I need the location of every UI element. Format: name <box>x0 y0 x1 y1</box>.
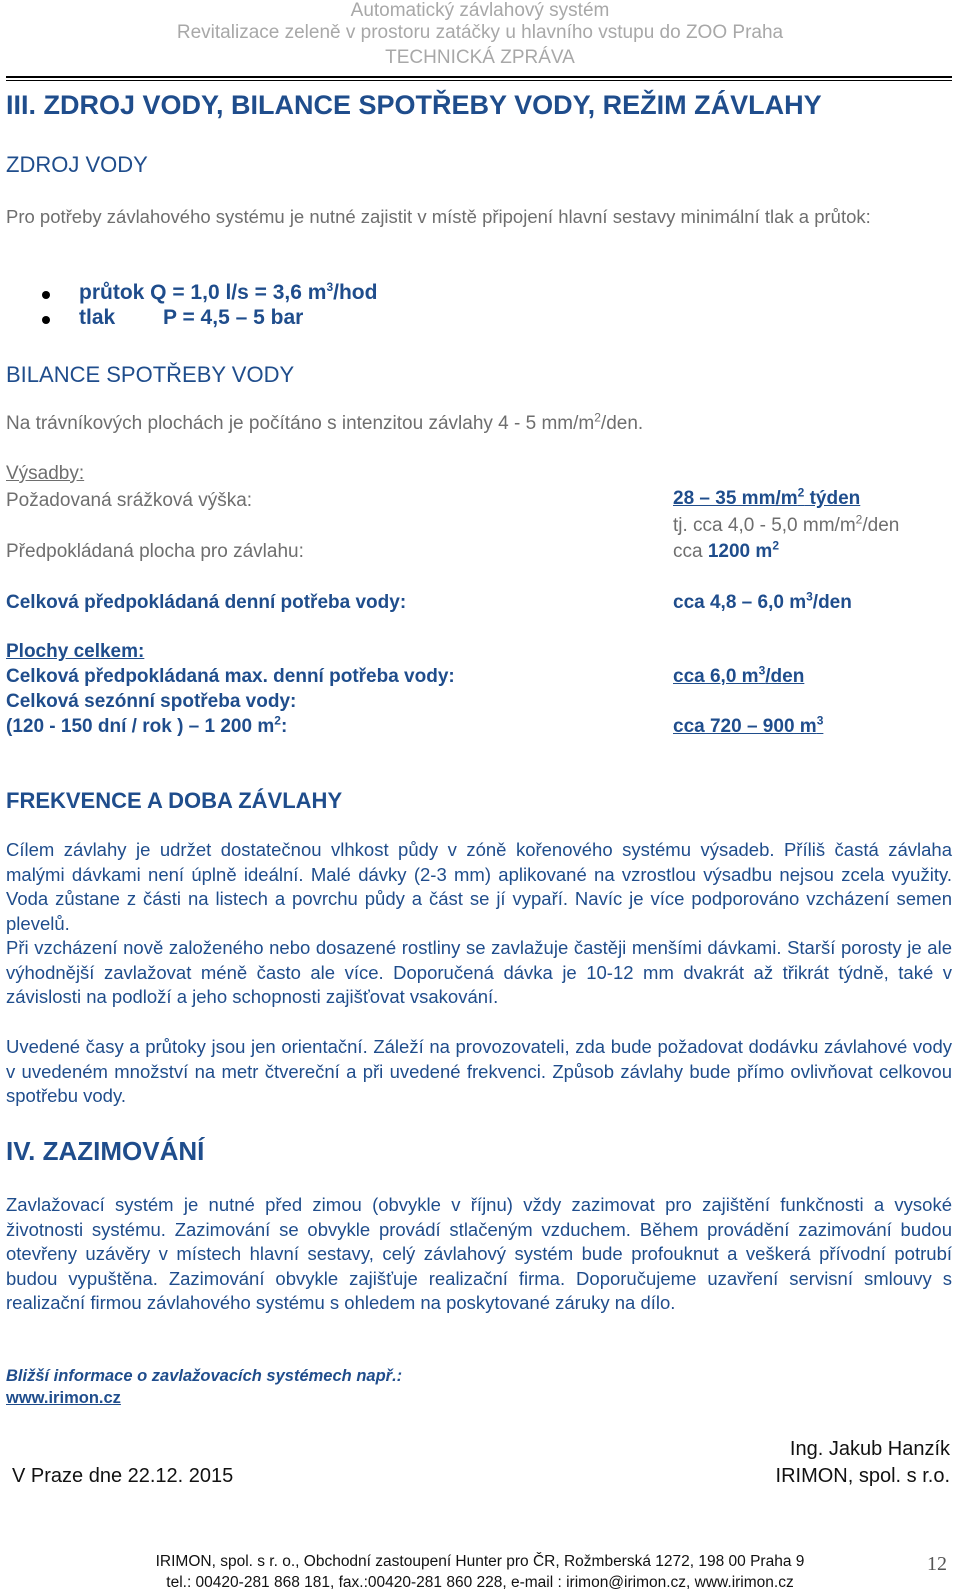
header-report-type: TECHNICKÁ ZPRÁVA <box>385 47 575 68</box>
daily-demand-value: cca 4,8 – 6,0 $m^3$/den <box>673 589 852 613</box>
bullet-dot <box>42 291 50 299</box>
frequency-paragraph-1: Cílem závlahy je udržet dostatečnou vlhkost půdy v zóně kořenového systému výsadeb. Příliš častá závlaha malými dávkami není úplně ideální. Malé dávky (2-3 mm) aplikované na vzrostlou výsadbu nejsou zcela využity. Voda zůstane z části na listech a povrchu půdy a část se jí vypaří. Navíc je více podporováno vzcházení semen plevelů. <box>6 839 952 934</box>
more-info-label: Bližší informace o zavlažovacích systémech např.: <box>6 1367 403 1385</box>
bullet-dot <box>42 316 50 324</box>
rain-note: tj. cca 4,0 - 5,0 $mm/m^2$/den <box>673 512 900 536</box>
seasonal-consumption-value: cca 720 – 900 $m^3$ <box>673 713 824 737</box>
page-number: 12 <box>927 1553 947 1575</box>
total-areas-heading: Plochy celkem: <box>6 641 145 662</box>
header-project: Revitalizace zeleně v prostoru zatáčky u hlavního vstupu do ZOO Praha <box>176 22 784 43</box>
more-info-link[interactable]: www.irimon.cz <box>6 1389 121 1407</box>
signature-name: Ing. Jakub Hanzík <box>789 1438 950 1460</box>
seasonal-consumption-label: Celková sezónní spotřeba vody: <box>6 691 297 712</box>
pressure-value: P = 4,5 – 5 bar <box>163 306 304 329</box>
header-rule <box>6 76 952 78</box>
rain-value: 28 – 35 $mm/m^2$ týden <box>673 485 861 509</box>
section-4-title: IV. ZAZIMOVÁNÍ <box>6 1136 205 1166</box>
water-source-heading: ZDROJ VODY <box>6 152 148 177</box>
seasonal-consumption-detail: (120 - 150 dní / rok ) – 1 200 $m^2$: <box>6 713 288 737</box>
flow-requirement: průtok Q = 1,0 l/s = 3,6 $m^3$/hod <box>79 280 378 304</box>
water-source-intro: Pro potřeby závlahového systému je nutné zajistit v místě připojení hlavní sestavy minimální tlak a průtok: <box>6 206 871 227</box>
rain-label: Požadovaná srážková výška: <box>6 490 253 511</box>
max-daily-label: Celková předpokládaná max. denní potřeba vody: <box>6 666 455 687</box>
place-date: V Praze dne 22.12. 2015 <box>12 1465 234 1487</box>
area-value: cca 1200 $m^2$ <box>673 538 779 562</box>
plantings-label: Výsadby: <box>6 463 85 484</box>
winterization-paragraph: Zavlažovací systém je nutné před zimou (obvykle v říjnu) vždy zazimovat pro zajištění funkčnosti a vysoké životnosti systému. Zazimování se obvykle provádí stlačeným vzduchem. Během provádění zazimování budou otevřeny uzávěry v místech hlavní sestavy, celý závlahový systém bude profouknut a veškerá přívodní potrubí budou vypuštěna. Zazimování obvykle zajišťuje realizační firma. Doporučujeme uzavření servisní smlouvy s realizační firmou závlahového systému s ohledem na poskytované záruky na dílo. <box>6 1194 952 1313</box>
header-title: Automatický závlahový systém <box>350 0 610 21</box>
frequency-heading: FREKVENCE A DOBA ZÁVLAHY <box>6 788 343 813</box>
area-label: Předpokládaná plocha pro závlahu: <box>6 541 304 562</box>
section-3-title: III. ZDROJ VODY, BILANCE SPOTŘEBY VODY, REŽIM ZÁVLAHY <box>6 90 822 120</box>
footer-contacts: tel.: 00420-281 868 181, fax.:00420-281 860 228, e-mail : irimon@irimon.cz, www.irimon.cz <box>166 1574 794 1591</box>
header-rule-thin <box>6 80 952 81</box>
daily-demand-label: Celková předpokládaná denní potřeba vody: <box>6 592 407 613</box>
signature-company: IRIMON, spol. s r.o. <box>775 1465 950 1487</box>
balance-intro: Na trávníkových plochách je počítáno s intenzitou závlahy 4 - 5 $mm/m^2$/den. <box>6 410 644 434</box>
footer-address: IRIMON, spol. s r. o., Obchodní zastoupení Hunter pro ČR, Rožmberská 1272, 198 00 Praha 9 <box>155 1553 805 1570</box>
max-daily-value: cca 6,0 $m^3$/den <box>673 663 805 687</box>
frequency-paragraph-2: Při vzcházení nově založeného nebo dosazené rostliny se zavlažuje častěji menšími dávkami. Starší porosty je ale výhodnější zavlažovat méně často ale více. Doporučená dávka je 10-12 mm dvakrát až třikrát týdně, také v závislosti na podloží a jeho schopnosti zajišťovat vsakování. <box>6 937 952 1007</box>
balance-heading: BILANCE SPOTŘEBY VODY <box>6 362 295 387</box>
pressure-label: tlak <box>79 306 116 329</box>
frequency-paragraph-3: Uvedené časy a průtoky jsou jen orientační. Záleží na provozovateli, zda bude požadovat dodávku závlahové vody v uvedeném množství na metr čtvereční a při uvedené frekvenci. Způsob závlahy bude přímo ovlivňovat celkovou spotřebu vody. <box>6 1036 952 1106</box>
